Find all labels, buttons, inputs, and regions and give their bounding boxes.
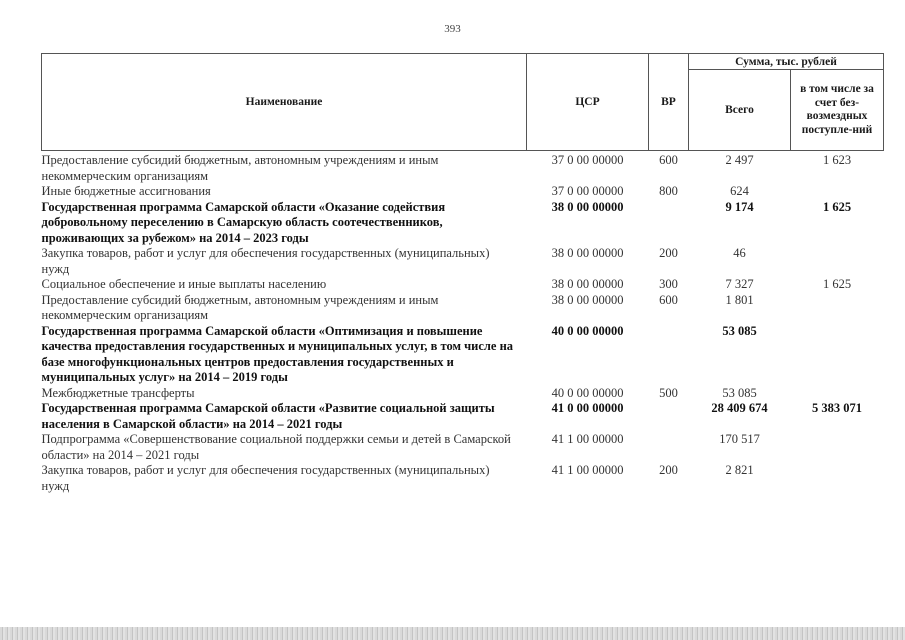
table-row — [42, 293, 884, 324]
table-row — [42, 324, 884, 386]
row-name: Социальное обеспечение и иные выплаты населению — [41, 277, 327, 291]
row-vr: 500 — [659, 385, 678, 400]
row-free — [791, 432, 884, 463]
row-csr: 41 1 00 00000 — [551, 463, 624, 477]
table-row — [42, 463, 884, 494]
table-row — [42, 200, 884, 247]
row-vr — [649, 401, 689, 432]
table-row — [42, 246, 884, 277]
budget-table — [41, 53, 884, 494]
header-name: Наименование — [42, 54, 527, 151]
row-csr: 41 1 00 00000 — [551, 432, 624, 446]
row-vr — [649, 200, 689, 247]
row-name: Закупка товаров, работ и услуг для обеспечения государственных (муниципальных) нужд — [41, 463, 490, 493]
row-name: Межбюджетные трансферты — [41, 385, 195, 400]
row-name: Государственная программа Самарской области «Оптимизация и повышение качества предоставления государственных и муниципальных услуг, в том числе на базе многофункциональных центров предоставления государственных и муниципальных услуг» на 2014 – 2019 годы — [41, 323, 514, 384]
row-vr: 600 — [659, 153, 678, 167]
row-csr: 37 0 00 00000 — [551, 184, 624, 198]
row-vr: 800 — [659, 184, 678, 198]
table-row — [42, 184, 884, 200]
row-name: Иные бюджетные ассигнования — [41, 184, 211, 198]
row-total: 53 085 — [722, 323, 757, 338]
row-vr — [649, 324, 689, 386]
row-free — [791, 463, 884, 494]
row-csr: 38 0 00 00000 — [551, 246, 624, 260]
row-csr: 38 0 00 00000 — [551, 199, 624, 214]
row-free: 1 625 — [822, 277, 852, 291]
header-free: в том числе за счет без-возмездных поступле-ний — [791, 70, 884, 151]
row-name: Предоставление субсидий бюджетным, автономным учреждениям и иным некоммерческим организациям — [41, 292, 439, 322]
row-vr: 300 — [659, 277, 678, 291]
row-total: 2 821 — [725, 463, 754, 477]
row-total: 624 — [730, 184, 749, 198]
table-row — [42, 432, 884, 463]
row-vr: 200 — [659, 463, 678, 477]
row-csr: 41 0 00 00000 — [551, 401, 624, 415]
row-name: Государственная программа Самарской области «Оказание содействия добровольному переселению в Самарскую область соотечественников, проживающих за рубежом» на 2014 – 2023 годы — [41, 199, 446, 245]
row-csr: 38 0 00 00000 — [551, 277, 624, 291]
row-free — [791, 246, 884, 277]
header-total: Всего — [689, 70, 791, 151]
row-free: 1 623 — [822, 153, 852, 167]
row-total: 9 174 — [725, 199, 754, 214]
row-csr: 37 0 00 00000 — [551, 153, 624, 167]
row-total: 28 409 674 — [711, 401, 768, 415]
page-number: 393 — [444, 23, 461, 35]
row-vr: 200 — [659, 246, 678, 260]
row-csr: 40 0 00 00000 — [551, 323, 624, 338]
row-total: 46 — [733, 246, 746, 260]
header-csr: ЦСР — [527, 54, 649, 151]
row-vr — [649, 432, 689, 463]
row-free — [791, 324, 884, 386]
row-total: 7 327 — [725, 277, 754, 291]
row-total: 2 497 — [725, 153, 754, 167]
row-csr: 40 0 00 00000 — [551, 385, 624, 400]
row-vr: 600 — [659, 292, 678, 307]
table-header — [42, 54, 884, 151]
row-name: Подпрограмма «Совершенствование социальной поддержки семьи и детей в Самарской области» на 2014 – 2021 годы — [41, 432, 511, 462]
table-row — [42, 277, 884, 293]
header-vr: ВР — [649, 54, 689, 151]
row-free — [791, 184, 884, 200]
table-row — [42, 151, 884, 185]
row-total: 53 085 — [722, 385, 757, 400]
row-name: Государственная программа Самарской области «Развитие социальной защиты населения в Самарской области» на 2014 – 2021 годы — [41, 401, 495, 431]
row-free: 1 625 — [822, 199, 852, 214]
row-name: Закупка товаров, работ и услуг для обеспечения государственных (муниципальных) нужд — [41, 246, 490, 276]
table-row — [42, 386, 884, 402]
row-name: Предоставление субсидий бюджетным, автономным учреждениям и иным некоммерческим организациям — [41, 153, 439, 183]
row-csr: 38 0 00 00000 — [551, 292, 624, 307]
table-body — [42, 151, 884, 495]
table-row — [42, 401, 884, 432]
row-total: 170 517 — [719, 432, 760, 446]
row-free — [791, 293, 884, 324]
row-total: 1 801 — [725, 292, 754, 307]
row-free — [791, 386, 884, 402]
header-sum: Сумма, тыс. рублей — [689, 54, 884, 70]
scan-edge-strip — [0, 627, 905, 640]
row-free: 5 383 071 — [812, 401, 862, 415]
